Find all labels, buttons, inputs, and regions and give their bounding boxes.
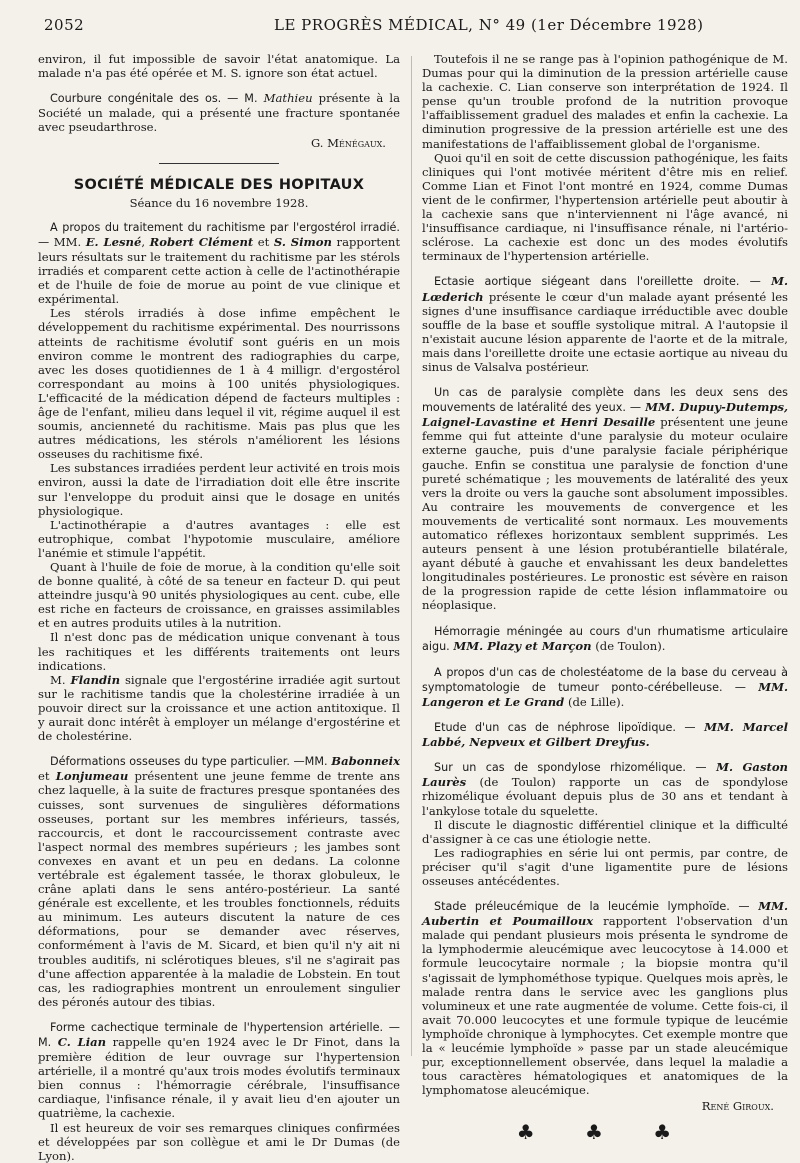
- page-number: 2052: [44, 16, 85, 34]
- paragraph: Quoi qu'il en soit de cette discussion pathogénique, les faits cliniques qui l'ont motivée méritent d'être mis en relief. Comme Lian et Finot l'ont montré en 1924, comme Dumas vient de le confirmer, l'hypertension artérielle peut aboutir à la cachexie sans que n'interviennent ni l'âge avancé, ni l'insuffisance cardiaque, ni l'insuffisance rénale, ni l'artério-sclérose. La cachexie est donc un des modes évolutifs terminaux de l'hypertension artérielle.: [422, 150, 788, 264]
- paragraph: M. Flandin signale que l'ergostérine irradiée agit surtout sur le rachitisme tandis que la cholestérine irradiée à un pouvoir direct sur la croissance et une action antitoxique. Il y aurait donc intérêt à employer un mélange d'ergostérine et de cholestérine.: [38, 672, 401, 744]
- paragraph: Il est heureux de voir ses remarques cliniques confirmées et développées par son collègue et ami le Dr Dumas (de Lyon).: [38, 1120, 400, 1163]
- column-divider: [411, 56, 412, 1056]
- paragraph: Quant à l'huile de foie de morue, à la condition qu'elle soit de bonne qualité, à côté de sa teneur en facteur D. qui peut atteindre jusqu'à 90 unités physiologiques au cent. cube, elle est riche en facteurs de croissance, en graisses assimilables et en autres produits utiles à la nutrition.: [38, 560, 400, 631]
- paragraph: Un cas de paralysie complète dans les deux sens des mouvements de latéralité des yeux. — MM. Dupuy-Dutemps, Laignel-Lavastine et Henri Desaille présentent une jeune femme qui fut atteinte d'une paralysie du moteur oculaire externe gauche, puis d'une paralysie faciale périphérique gauche. Enfin se constitua une paralysie de fonction d'une pureté schématique ; les mouvements de latéralité des yeux vers la droite ou vers la gauche sont absolument impossibles. Au contraire les mouvements de convergence et les mouvements de verticalité sont normaux. Les mouvements automatico réflexes horizontaux semblent supprimés. Les auteurs pensent à une lésion protubérantielle bilatérale, ayant débuté à gauche et envahissant les deux bandelettes longitudinales postérieures. Le pronostic est sévère en raison de la progression rapide de cette lésion inflammatoire ou néoplasique.: [422, 386, 789, 613]
- paragraph: environ, il fut impossible de savoir l'état anatomique. La malade n'a pas été opérée et M. S. ignore son état actuel.: [38, 52, 400, 81]
- signature: René Giroux.: [701, 1099, 774, 1114]
- section-subtitle: Séance du 16 novembre 1928.: [129, 195, 309, 210]
- right-column: [422, 52, 789, 1145]
- paragraph: Toutefois il ne se range pas à l'opinion pathogénique de M. Dumas pour qui la diminution de la pression artérielle cause la cachexie. C. Lian conserve son interprétation de 1924. Il pense qu'un trouble profond de la nutrition provoque l'affaiblissement graduel des malades et enfin la cachexie. La diminution progressive de la pression artérielle est une des manifestations de l'affaiblissement global de l'organisme.: [422, 52, 788, 151]
- paragraph: Déformations osseuses du type particulier. —MM. Babonneix et Lonjumeau présentent une jeune femme de trente ans chez laquelle, à la suite de fractures presque spontanées des cuisses, sont survenues de singulières déformations osseuses, portant sur les membres inférieurs, tassés, raccourcis, et dont le raccourcissement contraste avec l'aspect normal des membres supérieurs ; les jambes sont convexes en avant et un peu en dedans. La colonne vertébrale est également tassée, le thorax globuleux, le crâne aplati dans le sens antéro-postérieur. La santé générale est excellente, et les troubles fonctionnels, réduits au minimum. Les auteurs discutent la nature de ces déformations, pour se demander avec réserves, conformément à l'avis de M. Sicard, et bien qu'il n'y ait ni troubles auditifs, ni sclérotiques bleues, s'il ne s'agirait pas d'une affection apparentée à la maladie de Lobstein. En tout cas, les radiographies montrent un enroulement singulier des péronés autour des tibias.: [38, 754, 400, 1009]
- paragraph: Les radiographies en série lui ont permis, par contre, de préciser qu'il s'agit d'une ligamentite pure de lésions osseuses antécédentes.: [422, 845, 788, 888]
- paragraph: Il discute le diagnostic différentiel clinique et la difficulté d'assigner à ce cas une étiologie nette.: [422, 817, 788, 846]
- paragraph: Les substances irradiées perdent leur activité en trois mois environ, aussi la date de l'irradiation doit elle être inscrite sur l'enveloppe du produit ainsi que le dosage en unités physiologique.: [38, 461, 400, 518]
- paragraph: Ectasie aortique siégeant dans l'oreillette droite. — M. Lœderich présente le cœur d'un malade ayant présenté les signes d'une insuffisance cardiaque irréductible avec double souffle de la base et souffle systolique mitral. A l'autopsie il n'existait aucune lésion apparente de l'aorte et de la mitrale, mais dans l'oreillette droite une ectasie aortique au niveau du sinus de Valsalva postérieur.: [422, 274, 789, 374]
- section-title: SOCIÉTÉ MÉDICALE DES HOPITAUX: [73, 176, 365, 193]
- paragraph: Les stérols irradiés à dose infime empêchent le développement du rachitisme expérimental. Des nourrissons atteints de rachitisme évolutif sont guéris en un mois environ comme le montrent des radiographies du carpe, avec les doses quotidiennes de 1 à 4 milligr. d'ergostérol correspondant au moins à 100 unités physiologiques. L'efficacité de la médication dépend de facteurs multiples : âge de l'enfant, milieu dans lequel il vit, régime auquel il est soumis, ancienneté du rachitisme. Mais pas plus que les autres médications, les stérols n'améliorent les lésions osseuses du rachitisme fixé.: [38, 306, 400, 462]
- running-title: LE PROGRÈS MÉDICAL, N° 49 (1er Décembre 1928): [274, 16, 704, 34]
- paragraph: Hémorragie méningée au cours d'un rhumatisme articulaire aigu. MM. Plazy et Marçon (de Toulon).: [422, 624, 788, 653]
- ornament-icon: ♣ ♣ ♣: [516, 1120, 694, 1145]
- divider: [159, 163, 279, 164]
- running-header: [44, 16, 776, 38]
- paragraph: Etude d'un cas de néphrose lipoïdique. — MM. Marcel Labbé, Nepveux et Gilbert Dreyfus.: [422, 720, 788, 750]
- paragraph: A propos d'un cas de cholestéatome de la base du cerveau à symptomatologie de tumeur ponto-cérébelleuse. — MM. Langeron et Le Grand (de Lille).: [422, 665, 789, 709]
- signature: G. Ménégaux.: [310, 136, 386, 151]
- paragraph: Stade préleucémique de la leucémie lymphoïde. — MM. Aubertin et Poumailloux rapportent l'observation d'un malade qui pendant plusieurs mois présenta le syndrome de la lymphodermie aleucémique avec leucocytose à 14.000 et formule leucocytaire normale ; la biopsie montra qu'il s'agissait de lymphométhose typique. Quelques mois après, le malade rentra dans le service avec les ganglions plus volumineux et une rate augmentée de volume. Cette fois-ci, il avait 70.000 leucocytes et une formule typique de leucémie lymphoïde chronique à lymphocytes. Cet exemple montre que la « leucémie lymphoïde » passe par un stade aleucémique pur, exceptionnellement observée, dans lequel la maladie a tous caractères hématologiques et anatomiques de la lymphomatose aleucémique.: [422, 899, 789, 1098]
- paragraph: L'actinothérapie a d'autres avantages : elle est eutrophique, combat l'hypotomie musculaire, améliore l'anémie et stimule l'appétit.: [38, 517, 400, 560]
- paragraph: Courbure congénitale des os. — M. Mathieu présente à la Société un malade, qui a présenté une fracture spontanée avec pseudarthrose.: [38, 91, 401, 135]
- left-column: [38, 52, 400, 1163]
- paragraph: A propos du traitement du rachitisme par l'ergostérol irradié. — MM. E. Lesné, Robert Clément et S. Simon rapportent leurs résultats sur le traitement du rachitisme par les stérols irradiés et comparent cette action à celle de l'actinothérapie et de l'huile de foie de morue au point de vue clinique et expérimental.: [38, 220, 400, 307]
- paragraph: Il n'est donc pas de médication unique convenant à tous les rachitiques et les différents traitements ont leurs indications.: [38, 630, 400, 673]
- paragraph: Forme cachectique terminale de l'hypertension artérielle. — M. C. Lian rappelle qu'en 1924 avec le Dr Finot, dans la première édition de leur ouvrage sur l'hypertension artérielle, il a montré qu'aux trois modes évolutifs terminaux bien connus : l'hémorragie cérébrale, l'insuffisance cardiaque, l'infisance rénale, il y avait lieu d'en ajouter un quatrième, la cachexie.: [38, 1020, 401, 1121]
- paragraph: Sur un cas de spondylose rhizomélique. — M. Gaston Laurès (de Toulon) rapporte un cas de spondylose rhizomélique évoluant depuis plus de 30 ans et tendant à l'ankylose totale du squelette.: [422, 760, 788, 818]
